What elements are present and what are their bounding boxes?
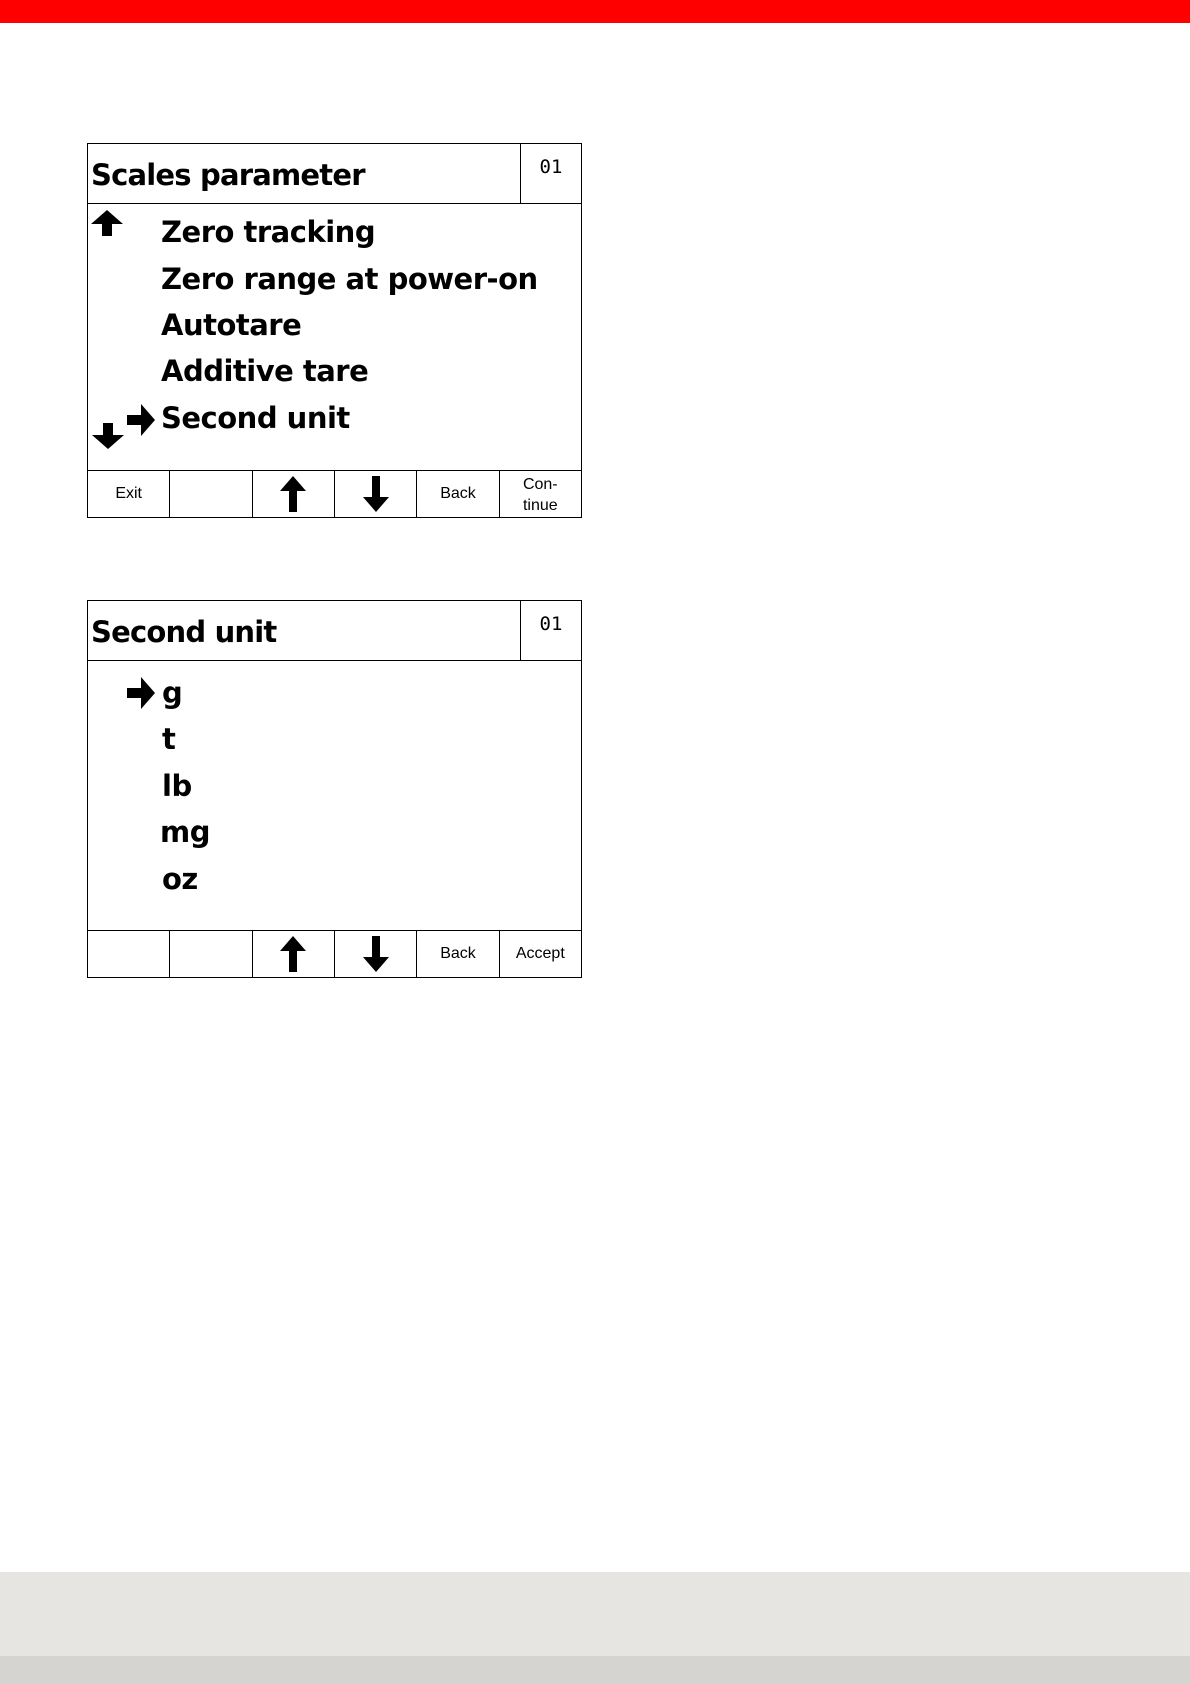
unit-option-g[interactable]: g <box>162 676 183 710</box>
selection-arrow-icon <box>127 404 155 436</box>
selection-arrow-icon <box>127 677 155 709</box>
arrow-down-icon <box>363 476 389 512</box>
back-softkey[interactable] <box>416 931 498 977</box>
continue-softkey[interactable] <box>499 471 581 517</box>
accept-softkey-label: Accept <box>515 945 565 962</box>
second-unit-screen <box>87 600 582 978</box>
up-softkey[interactable] <box>252 931 334 977</box>
scroll-down-icon <box>92 423 124 449</box>
softkey-bar <box>88 470 581 517</box>
unit-option-lb[interactable]: lb <box>162 769 192 803</box>
exit-softkey[interactable] <box>88 471 169 517</box>
scroll-up-icon <box>91 210 123 236</box>
continue-softkey-label-line2: tinue <box>522 497 558 514</box>
down-softkey[interactable] <box>334 471 416 517</box>
unit-option-oz[interactable]: oz <box>162 862 198 896</box>
scales-parameter-screen <box>87 143 582 518</box>
screen-header <box>88 144 581 204</box>
arrow-down-icon <box>363 936 389 972</box>
footer-band <box>0 1572 1190 1656</box>
down-softkey[interactable] <box>334 931 416 977</box>
menu-item-additive-tare[interactable]: Additive tare <box>161 354 369 388</box>
menu-item-autotare[interactable]: Autotare <box>161 308 302 342</box>
back-softkey-label: Back <box>440 945 476 962</box>
blank-softkey[interactable] <box>169 471 251 517</box>
screen-title: Scales parameter <box>91 158 365 192</box>
up-softkey[interactable] <box>252 471 334 517</box>
exit-softkey-label: Exit <box>115 485 142 502</box>
continue-softkey-label-line1: Con- <box>522 476 558 493</box>
arrow-up-icon <box>280 936 306 972</box>
menu-item-zero-range[interactable]: Zero range at power-on <box>161 262 538 296</box>
blank-softkey[interactable] <box>88 931 169 977</box>
unit-option-t[interactable]: t <box>162 722 176 756</box>
menu-item-second-unit[interactable]: Second unit <box>161 401 350 435</box>
accept-softkey[interactable] <box>499 931 581 977</box>
top-red-bar <box>0 0 1190 23</box>
screen-title: Second unit <box>91 615 277 649</box>
screen-number: 01 <box>520 144 581 203</box>
arrow-up-icon <box>280 476 306 512</box>
menu-item-zero-tracking[interactable]: Zero tracking <box>161 215 376 249</box>
softkey-bar <box>88 930 581 977</box>
back-softkey[interactable] <box>416 471 498 517</box>
screen-number: 01 <box>520 601 581 660</box>
blank-softkey[interactable] <box>169 931 251 977</box>
screen-header <box>88 601 581 661</box>
unit-option-mg[interactable]: mg <box>160 815 210 849</box>
footer-strip <box>0 1656 1190 1684</box>
back-softkey-label: Back <box>440 485 476 502</box>
